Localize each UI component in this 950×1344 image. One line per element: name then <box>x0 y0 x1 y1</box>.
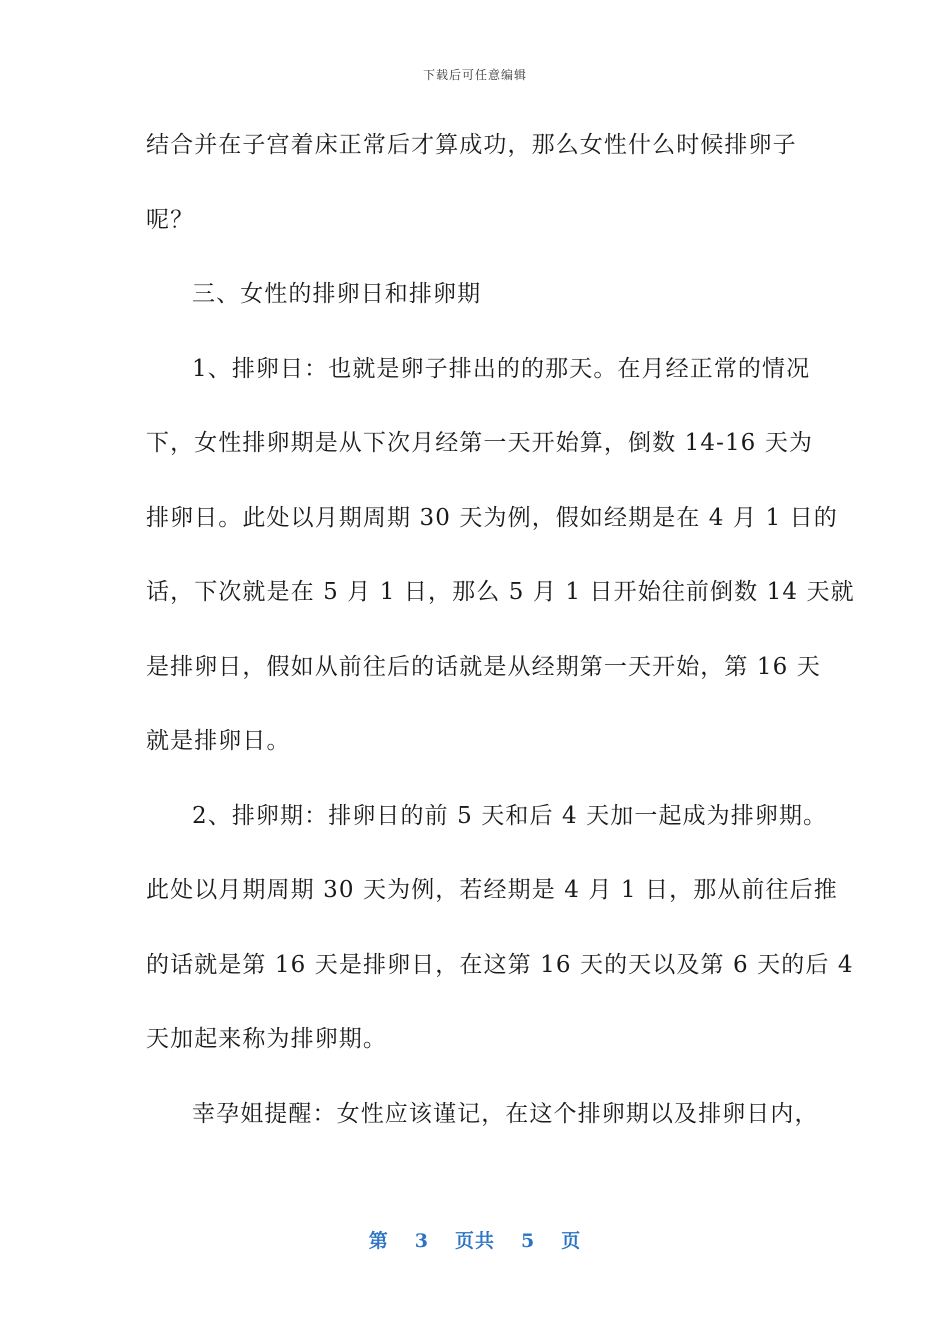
footer-page-suffix: 页 <box>561 1230 582 1252</box>
paragraph-line: 结合并在子宫着床正常后才算成功，那么女性什么时候排卵子 <box>146 132 797 158</box>
footer-page-prefix: 第 <box>368 1230 389 1252</box>
section-heading: 三、女性的排卵日和排卵期 <box>192 281 482 307</box>
footer-page-total: 5 <box>521 1230 536 1252</box>
footer-page-mid: 页共 <box>454 1230 495 1252</box>
page-header: 下载后可任意编辑 <box>422 68 527 82</box>
document-body <box>146 121 855 1164</box>
paragraph-line: 2、排卵期：排卵日的前 5 天和后 4 天加一起成为排卵期。 <box>192 802 828 829</box>
paragraph-line: 下，女性排卵期是从下次月经第一天开始算，倒数 14-16 天为 <box>146 430 814 456</box>
page-footer <box>0 1226 950 1253</box>
paragraph-line: 此处以月期周期 30 天为例，若经期是 4 月 1 日，那从前往后推 <box>146 877 838 903</box>
paragraph-line: 1、排卵日：也就是卵子排出的的那天。在月经正常的情况 <box>192 355 811 382</box>
paragraph-line: 呢？ <box>146 206 195 233</box>
paragraph-line: 话，下次就是在 5 月 1 日，那么 5 月 1 日开始往前倒数 14 天就 <box>146 579 855 605</box>
paragraph-line: 是排卵日，假如从前往后的话就是从经期第一天开始，第 16 天 <box>146 653 821 680</box>
paragraph-line: 的话就是第 16 天是排卵日，在这第 16 天的天以及第 6 天的后 4 <box>146 951 854 978</box>
paragraph-line: 天加起来称为排卵期。 <box>146 1026 387 1052</box>
paragraph-line: 就是排卵日。 <box>146 728 291 754</box>
paragraph-line: 排卵日。此处以月期周期 30 天为例，假如经期是在 4 月 1 日的 <box>146 504 838 531</box>
footer-page-current: 3 <box>414 1230 429 1252</box>
paragraph-line: 幸孕姐提醒：女性应该谨记，在这个排卵期以及排卵日内， <box>192 1100 819 1127</box>
